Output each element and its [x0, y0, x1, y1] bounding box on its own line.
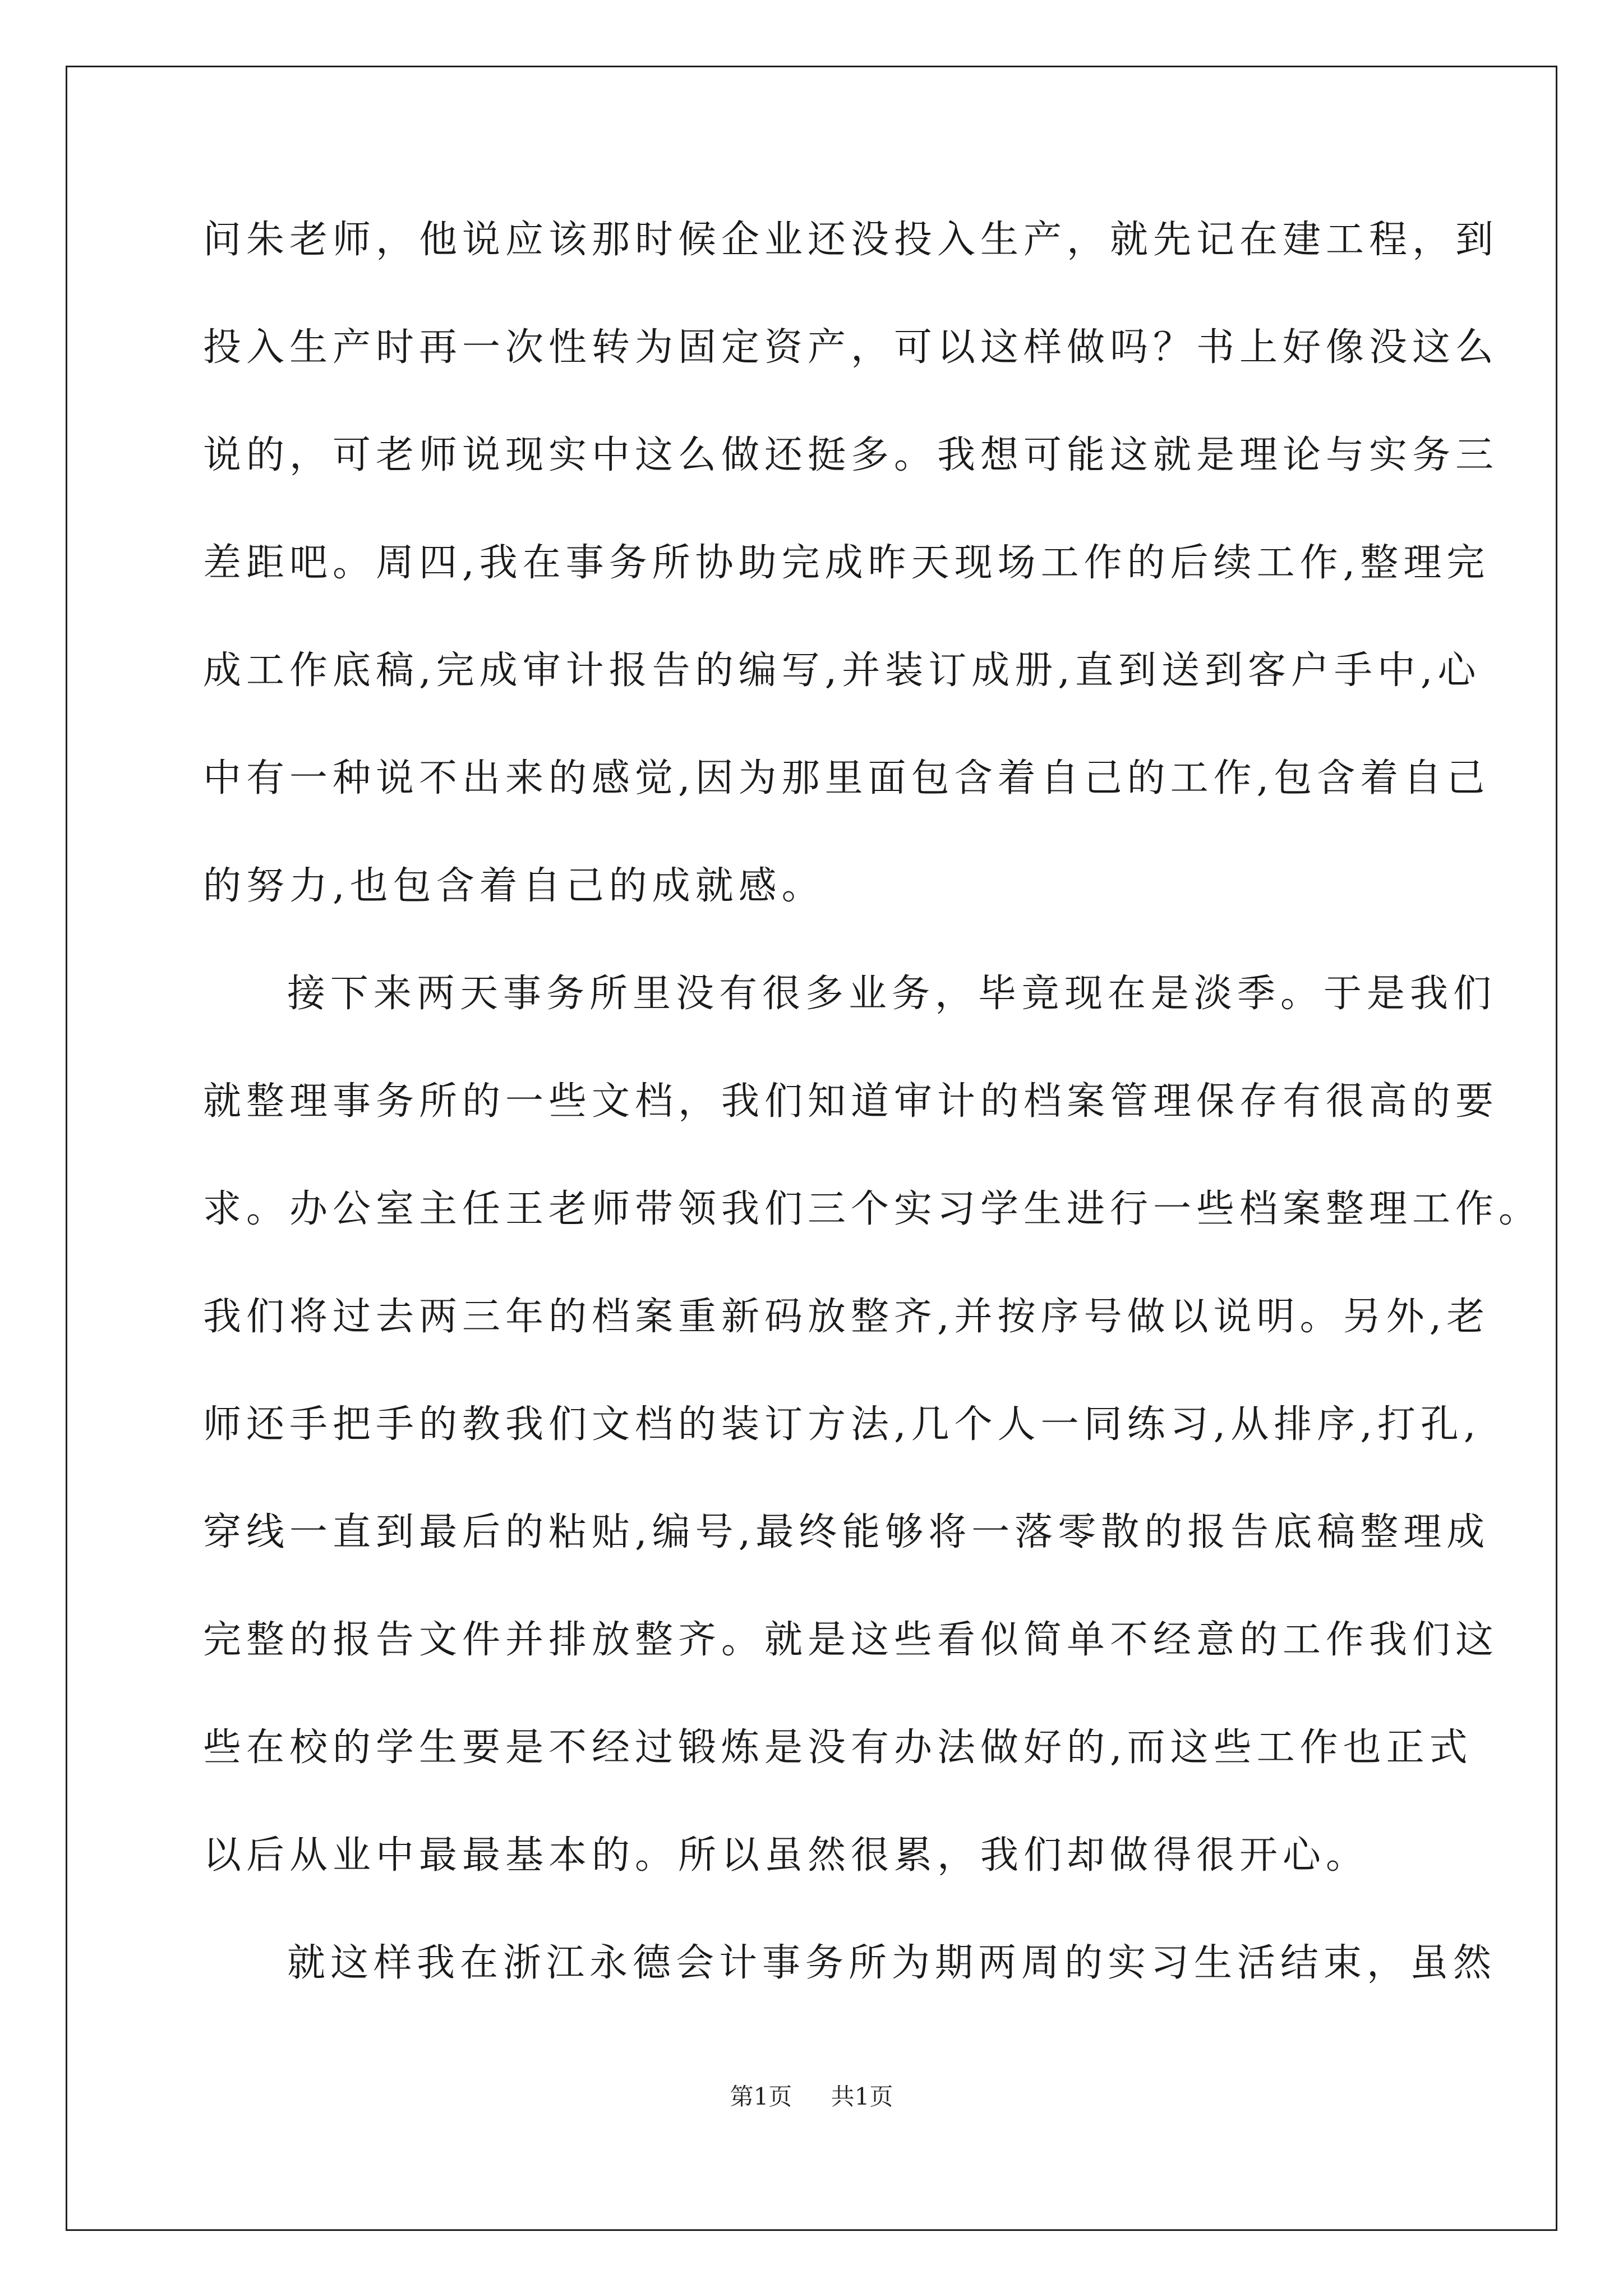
- text-line: 以后从业中最最基本的。所以虽然很累，我们却做得很开心。: [203, 1833, 1370, 1878]
- text-line: 穿线一直到最后的粘贴,编号,最终能够将一落零散的报告底稿整理成: [203, 1510, 1490, 1554]
- text-line: 问朱老师，他说应该那时候企业还没投入生产，就先记在建工程，到: [203, 218, 1499, 262]
- text-line: 差距吧。周四,我在事务所协助完成昨天现场工作的后续工作,整理完: [203, 541, 1490, 585]
- paragraph-start-line: 接下来两天事务所里没有很多业务，毕竟现在是淡季。于是我们: [287, 972, 1497, 1016]
- text-line: 中有一种说不出来的感觉,因为那里面包含着自己的工作,包含着自己: [203, 756, 1490, 800]
- page-number: 第1页: [730, 2083, 792, 2110]
- page-footer: [0, 2083, 1623, 2111]
- text-line: 说的，可老师说现实中这么做还挺多。我想可能这就是理论与实务三: [203, 433, 1499, 477]
- document-body: [203, 213, 1542, 2044]
- text-line: 投入生产时再一次性转为固定资产，可以这样做吗？书上好像没这么: [203, 325, 1499, 370]
- text-line: 些在校的学生要是不经过锻炼是没有办法做好的,而这些工作也正式: [203, 1726, 1473, 1770]
- paragraph-start-line: 就这样我在浙江永德会计事务所为期两周的实习生活结束，虽然: [287, 1941, 1497, 1985]
- text-line: 我们将过去两三年的档案重新码放整齐,并按序号做以说明。另外,老: [203, 1295, 1490, 1339]
- text-line: 求。办公室主任王老师带领我们三个实习学生进行一些档案整理工作。: [203, 1187, 1542, 1231]
- text-line: 成工作底稿,完成审计报告的编写,并装订成册,直到送到客户手中,心: [203, 648, 1481, 693]
- text-line: 就整理事务所的一些文档，我们知道审计的档案管理保存有很高的要: [203, 1079, 1499, 1124]
- text-line: 的努力,也包含着自己的成就感。: [203, 864, 825, 908]
- text-line: 完整的报告文件并排放整齐。就是这些看似简单不经意的工作我们这: [203, 1618, 1499, 1662]
- page-total: 共1页: [831, 2083, 893, 2110]
- text-line: 师还手把手的教我们文档的装订方法,几个人一同练习,从排序,打孔,: [203, 1402, 1481, 1447]
